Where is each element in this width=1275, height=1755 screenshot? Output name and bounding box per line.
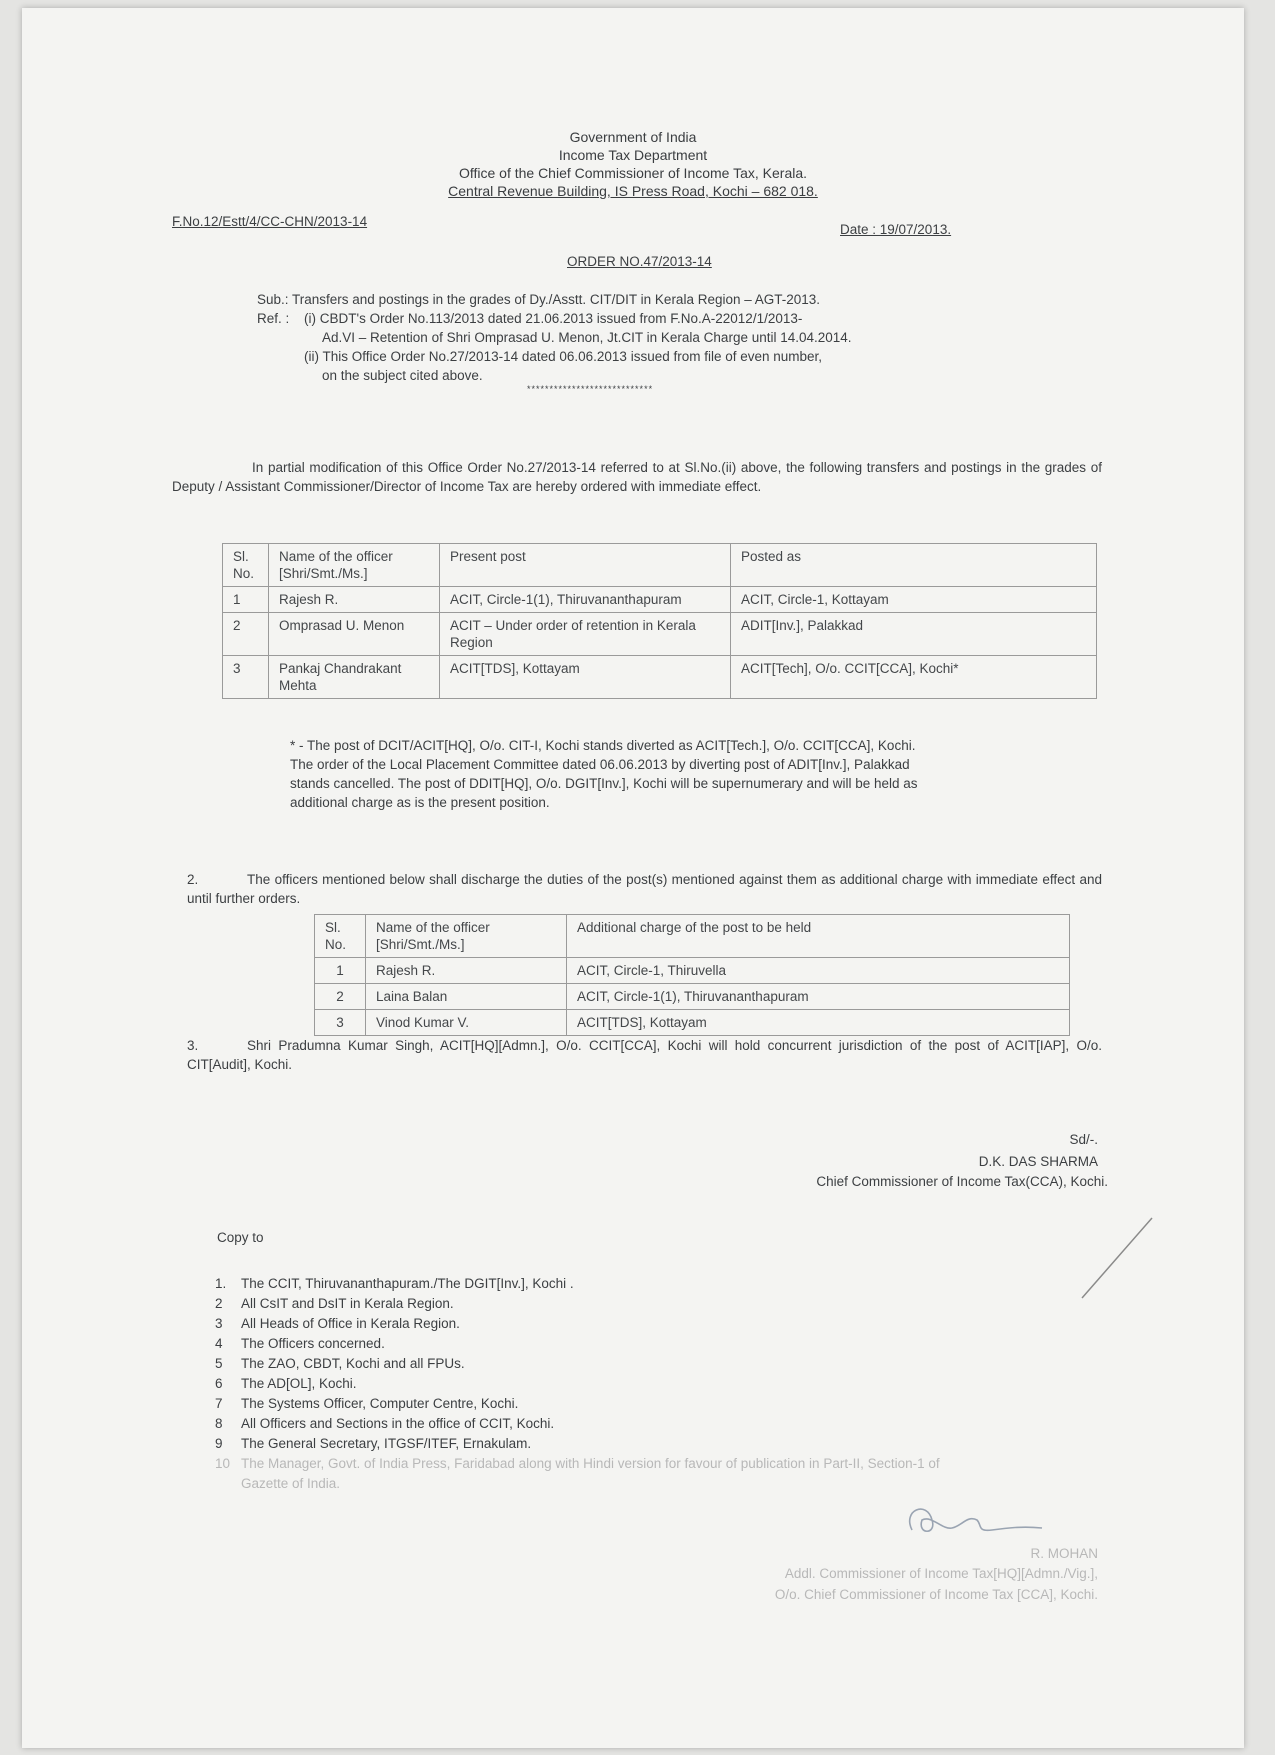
table-row [223, 656, 1097, 699]
para3-number: 3. [187, 1038, 199, 1053]
col-header-name: Name of the officer [Shri/Smt./Ms.] [269, 544, 440, 587]
table-header-row [315, 915, 1070, 958]
transfers-table [222, 543, 1097, 699]
cell-sl: 1 [223, 587, 269, 613]
signatory-designation: Chief Commissioner of Income Tax(CCA), Kochi. [816, 1174, 1108, 1189]
para2-text: The officers mentioned below shall discharge the duties of the post(s) mentioned against them as additional charge with immediate effect and until further orders. [187, 872, 1102, 906]
signature-sd: Sd/-. [1069, 1132, 1098, 1147]
table-header-row [223, 544, 1097, 587]
ref-ii-line1: (ii) This Office Order No.27/2013-14 dated 06.06.2013 issued from file of even number, [304, 349, 823, 364]
cell-name: Rajesh R. [366, 958, 567, 984]
list-item: 9 The General Secretary, ITGSF/ITEF, Ernakulam. [215, 1436, 532, 1451]
col-header-sl: Sl. No. [223, 544, 269, 587]
ref-i-line1: (i) CBDT's Order No.113/2013 dated 21.06.2013 issued from F.No.A-22012/1/2013- [304, 311, 803, 326]
cell-name: Vinod Kumar V. [366, 1010, 567, 1036]
cell-present-post: ACIT, Circle-1(1), Thiruvananthapuram [440, 587, 731, 613]
table-row [315, 958, 1070, 984]
cell-sl: 2 [223, 613, 269, 656]
col-header-additional-charge: Additional charge of the post to be held [567, 915, 1070, 958]
col-header-present-post: Present post [440, 544, 731, 587]
cell-posted-as: ADIT[Inv.], Palakkad [731, 613, 1097, 656]
header-department: Income Tax Department [558, 147, 708, 163]
ref-ii-line2: on the subject cited above. [322, 368, 483, 383]
list-item: 4 The Officers concerned. [215, 1336, 385, 1351]
order-date: Date : 19/07/2013. [840, 222, 952, 237]
cell-posted-as: ACIT, Circle-1, Kottayam [731, 587, 1097, 613]
signatory-name: D.K. DAS SHARMA [978, 1154, 1098, 1169]
cell-sl: 2 [315, 984, 366, 1010]
cell-additional-charge: ACIT, Circle-1(1), Thiruvananthapuram [567, 984, 1070, 1010]
col-header-sl: Sl. No. [315, 915, 366, 958]
header-office: Office of the Chief Commissioner of Income Tax, Kerala. [458, 165, 808, 181]
list-item: 3 All Heads of Office in Kerala Region. [215, 1316, 460, 1331]
second-signatory-designation-1: Addl. Commissioner of Income Tax[HQ][Admn./Vig.], [784, 1566, 1098, 1581]
separator-stars: **************************** [527, 384, 654, 394]
cell-present-post: ACIT – Under order of retention in Kerala Region [440, 613, 731, 656]
table-row [315, 984, 1070, 1010]
table-row [223, 587, 1097, 613]
copy-to-label: Copy to [217, 1230, 264, 1245]
list-item: 1. The CCIT, Thiruvananthapuram./The DGIT[Inv.], Kochi . [215, 1276, 574, 1291]
list-item: 5 The ZAO, CBDT, Kochi and all FPUs. [215, 1356, 465, 1371]
additional-charge-table [314, 914, 1070, 1036]
cell-name: Laina Balan [366, 984, 567, 1010]
cell-present-post: ACIT[TDS], Kottayam [440, 656, 731, 699]
list-item: 10 The Manager, Govt. of India Press, Faridabad along with Hindi version for favour of publication in Part-II, Section-1 of Gazette of India. [215, 1456, 940, 1491]
list-item: 6 The AD[OL], Kochi. [215, 1376, 357, 1391]
copy-to-list [215, 1274, 975, 1494]
ref-i-line2: Ad.VI – Retention of Shri Omprasad U. Menon, Jt.CIT in Kerala Charge until 14.04.2014. [322, 330, 852, 345]
list-item: 8 All Officers and Sections in the office of CCIT, Kochi. [215, 1416, 555, 1431]
cell-name: Rajesh R. [269, 587, 440, 613]
intro-paragraph: In partial modification of this Office Order No.27/2013-14 referred to at Sl.No.(ii) above, the following transfers and postings in the grades of Deputy / Assistant Commissioner/Director of Income Tax are hereby ordered with immediate effect. [172, 460, 1102, 494]
col-header-posted-as: Posted as [731, 544, 1097, 587]
cell-sl: 3 [315, 1010, 366, 1036]
cell-name: Pankaj Chandrakant Mehta [269, 656, 440, 699]
file-number: F.No.12/Estt/4/CC-CHN/2013-14 [172, 214, 368, 229]
para3-text: Shri Pradumna Kumar Singh, ACIT[HQ][Admn.], O/o. CCIT[CCA], Kochi will hold concurrent jurisdiction of the post of ACIT[IAP], O/o. CIT[Audit], Kochi. [187, 1038, 1102, 1072]
second-signatory-name: R. MOHAN [1030, 1546, 1098, 1561]
cell-additional-charge: ACIT[TDS], Kottayam [567, 1010, 1070, 1036]
list-item: 2 All CsIT and DsIT in Kerala Region. [215, 1296, 454, 1311]
cell-sl: 3 [223, 656, 269, 699]
document-page [22, 8, 1244, 1748]
footnote: * - The post of DCIT/ACIT[HQ], O/o. CIT-I, Kochi stands diverted as ACIT[Tech.], O/o. CCIT[CCA], Kochi. The order of the Local Placement Committee dated 06.06.2013 by diverting post of ADIT[Inv.], Palakkad stands cancelled. The post of DDIT[HQ], O/o. DGIT[Inv.], Kochi will be supernumerary and will be held as additional charge as is the present position. [290, 738, 918, 810]
cell-posted-as: ACIT[Tech], O/o. CCIT[CCA], Kochi* [731, 656, 1097, 699]
para2-number: 2. [187, 872, 199, 887]
table-row [315, 1010, 1070, 1036]
header-address: Central Revenue Building, IS Press Road, Kochi – 682 018. [448, 183, 818, 199]
cell-sl: 1 [315, 958, 366, 984]
list-item: 7 The Systems Officer, Computer Centre, Kochi. [215, 1396, 519, 1411]
cell-name: Omprasad U. Menon [269, 613, 440, 656]
col-header-name: Name of the officer [Shri/Smt./Ms.] [366, 915, 567, 958]
subject-line: Sub.: Transfers and postings in the grades of Dy./Asstt. CIT/DIT in Kerala Region – AGT-2013. [257, 292, 821, 307]
handwritten-signature [882, 1490, 1122, 1550]
ref-label: Ref. : [257, 311, 290, 326]
table-row [223, 613, 1097, 656]
second-signatory-designation-2: O/o. Chief Commissioner of Income Tax [CCA], Kochi. [774, 1587, 1098, 1602]
header-government: Government of India [569, 129, 697, 145]
pen-mark [1062, 1208, 1162, 1308]
order-title: ORDER NO.47/2013-14 [567, 254, 712, 269]
cell-additional-charge: ACIT, Circle-1, Thiruvella [567, 958, 1070, 984]
